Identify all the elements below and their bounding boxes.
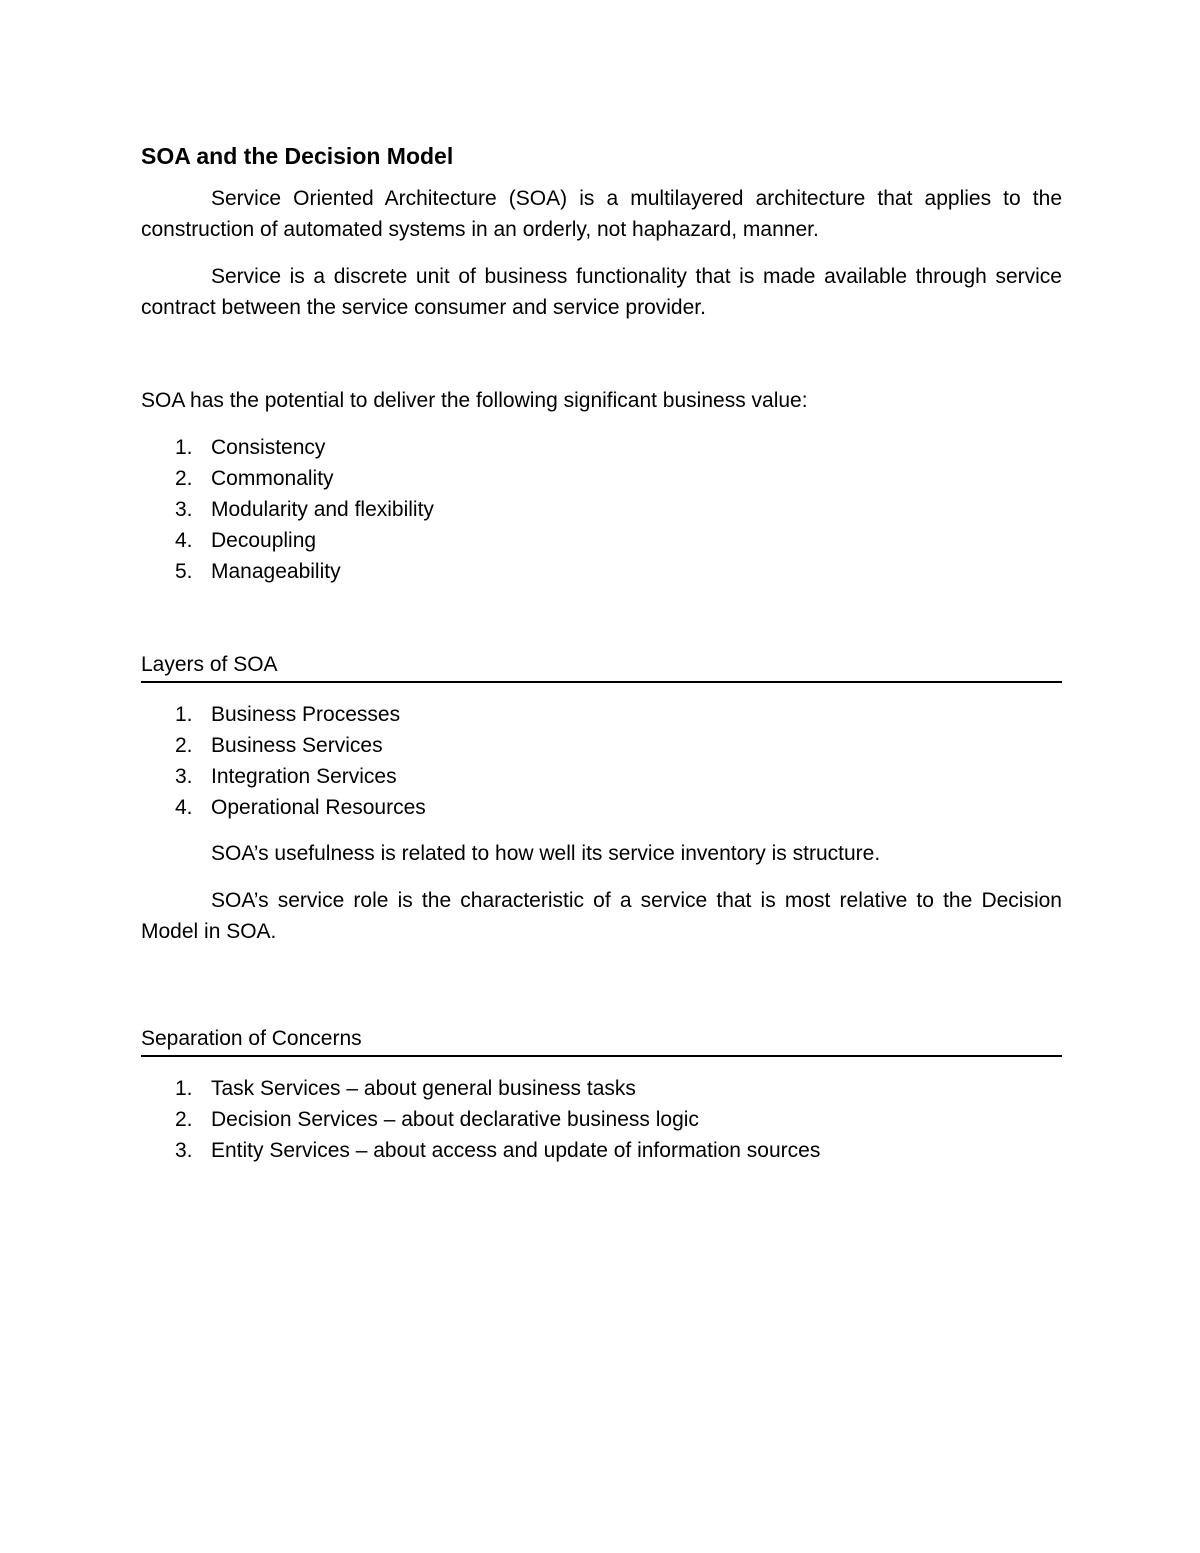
layers-list [141, 699, 1062, 823]
list-item-text: Task Services – about general business tasks [211, 1077, 636, 1100]
list-item-text: Manageability [211, 560, 341, 583]
layers-paragraph-1: SOA’s usefulness is related to how well its service inventory is structure. [211, 842, 881, 865]
spacer [141, 823, 1062, 838]
list-item [141, 432, 1062, 463]
page-title: SOA and the Decision Model [141, 143, 454, 169]
list-item [141, 792, 1062, 823]
spacer [141, 339, 1062, 385]
document-body [141, 140, 1062, 1166]
list-item-text: Entity Services – about access and update of information sources [211, 1139, 821, 1162]
list-item-text: Modularity and flexibility [211, 498, 434, 521]
list-item-text: Consistency [211, 436, 326, 459]
list-item [141, 556, 1062, 587]
list-item [141, 730, 1062, 761]
list-item [141, 1073, 1062, 1104]
list-item [141, 463, 1062, 494]
list-item-text: Decision Services – about declarative business logic [211, 1108, 699, 1131]
list-item [141, 494, 1062, 525]
separation-heading: Separation of Concerns [141, 1023, 1062, 1057]
list-number: 3. [175, 498, 193, 521]
list-number: 4. [175, 796, 193, 819]
list-number: 2. [175, 1108, 193, 1131]
spacer [141, 963, 1062, 1023]
list-number: 2. [175, 467, 193, 490]
list-item [141, 699, 1062, 730]
list-number: 5. [175, 560, 193, 583]
spacer [141, 587, 1062, 649]
list-item [141, 1104, 1062, 1135]
intro-paragraph-1: Service Oriented Architecture (SOA) is a multilayered architecture that applies to the construction of automated systems in an orderly, not haphazard, manner. [141, 187, 1062, 241]
list-number: 4. [175, 529, 193, 552]
list-item-text: Operational Resources [211, 796, 426, 819]
list-number: 1. [175, 436, 193, 459]
separation-list [141, 1073, 1062, 1166]
list-number: 2. [175, 734, 193, 757]
list-item-text: Business Services [211, 734, 383, 757]
list-item [141, 525, 1062, 556]
list-item-text: Business Processes [211, 703, 401, 726]
layers-paragraph-2: SOA’s service role is the characteristic of a service that is most relative to the Decision Model in SOA. [141, 889, 1062, 943]
list-number: 1. [175, 703, 193, 726]
list-item [141, 1135, 1062, 1166]
list-number: 3. [175, 1139, 193, 1162]
list-item-text: Commonality [211, 467, 334, 490]
intro-paragraph-2: Service is a discrete unit of business functionality that is made available through service contract between the service consumer and service provider. [141, 265, 1062, 319]
list-item-text: Integration Services [211, 765, 397, 788]
list-item-text: Decoupling [211, 529, 317, 552]
layers-heading: Layers of SOA [141, 649, 1062, 683]
list-number: 1. [175, 1077, 193, 1100]
business-value-list [141, 432, 1062, 587]
value-intro: SOA has the potential to deliver the following significant business value: [141, 389, 808, 412]
list-item [141, 761, 1062, 792]
list-number: 3. [175, 765, 193, 788]
